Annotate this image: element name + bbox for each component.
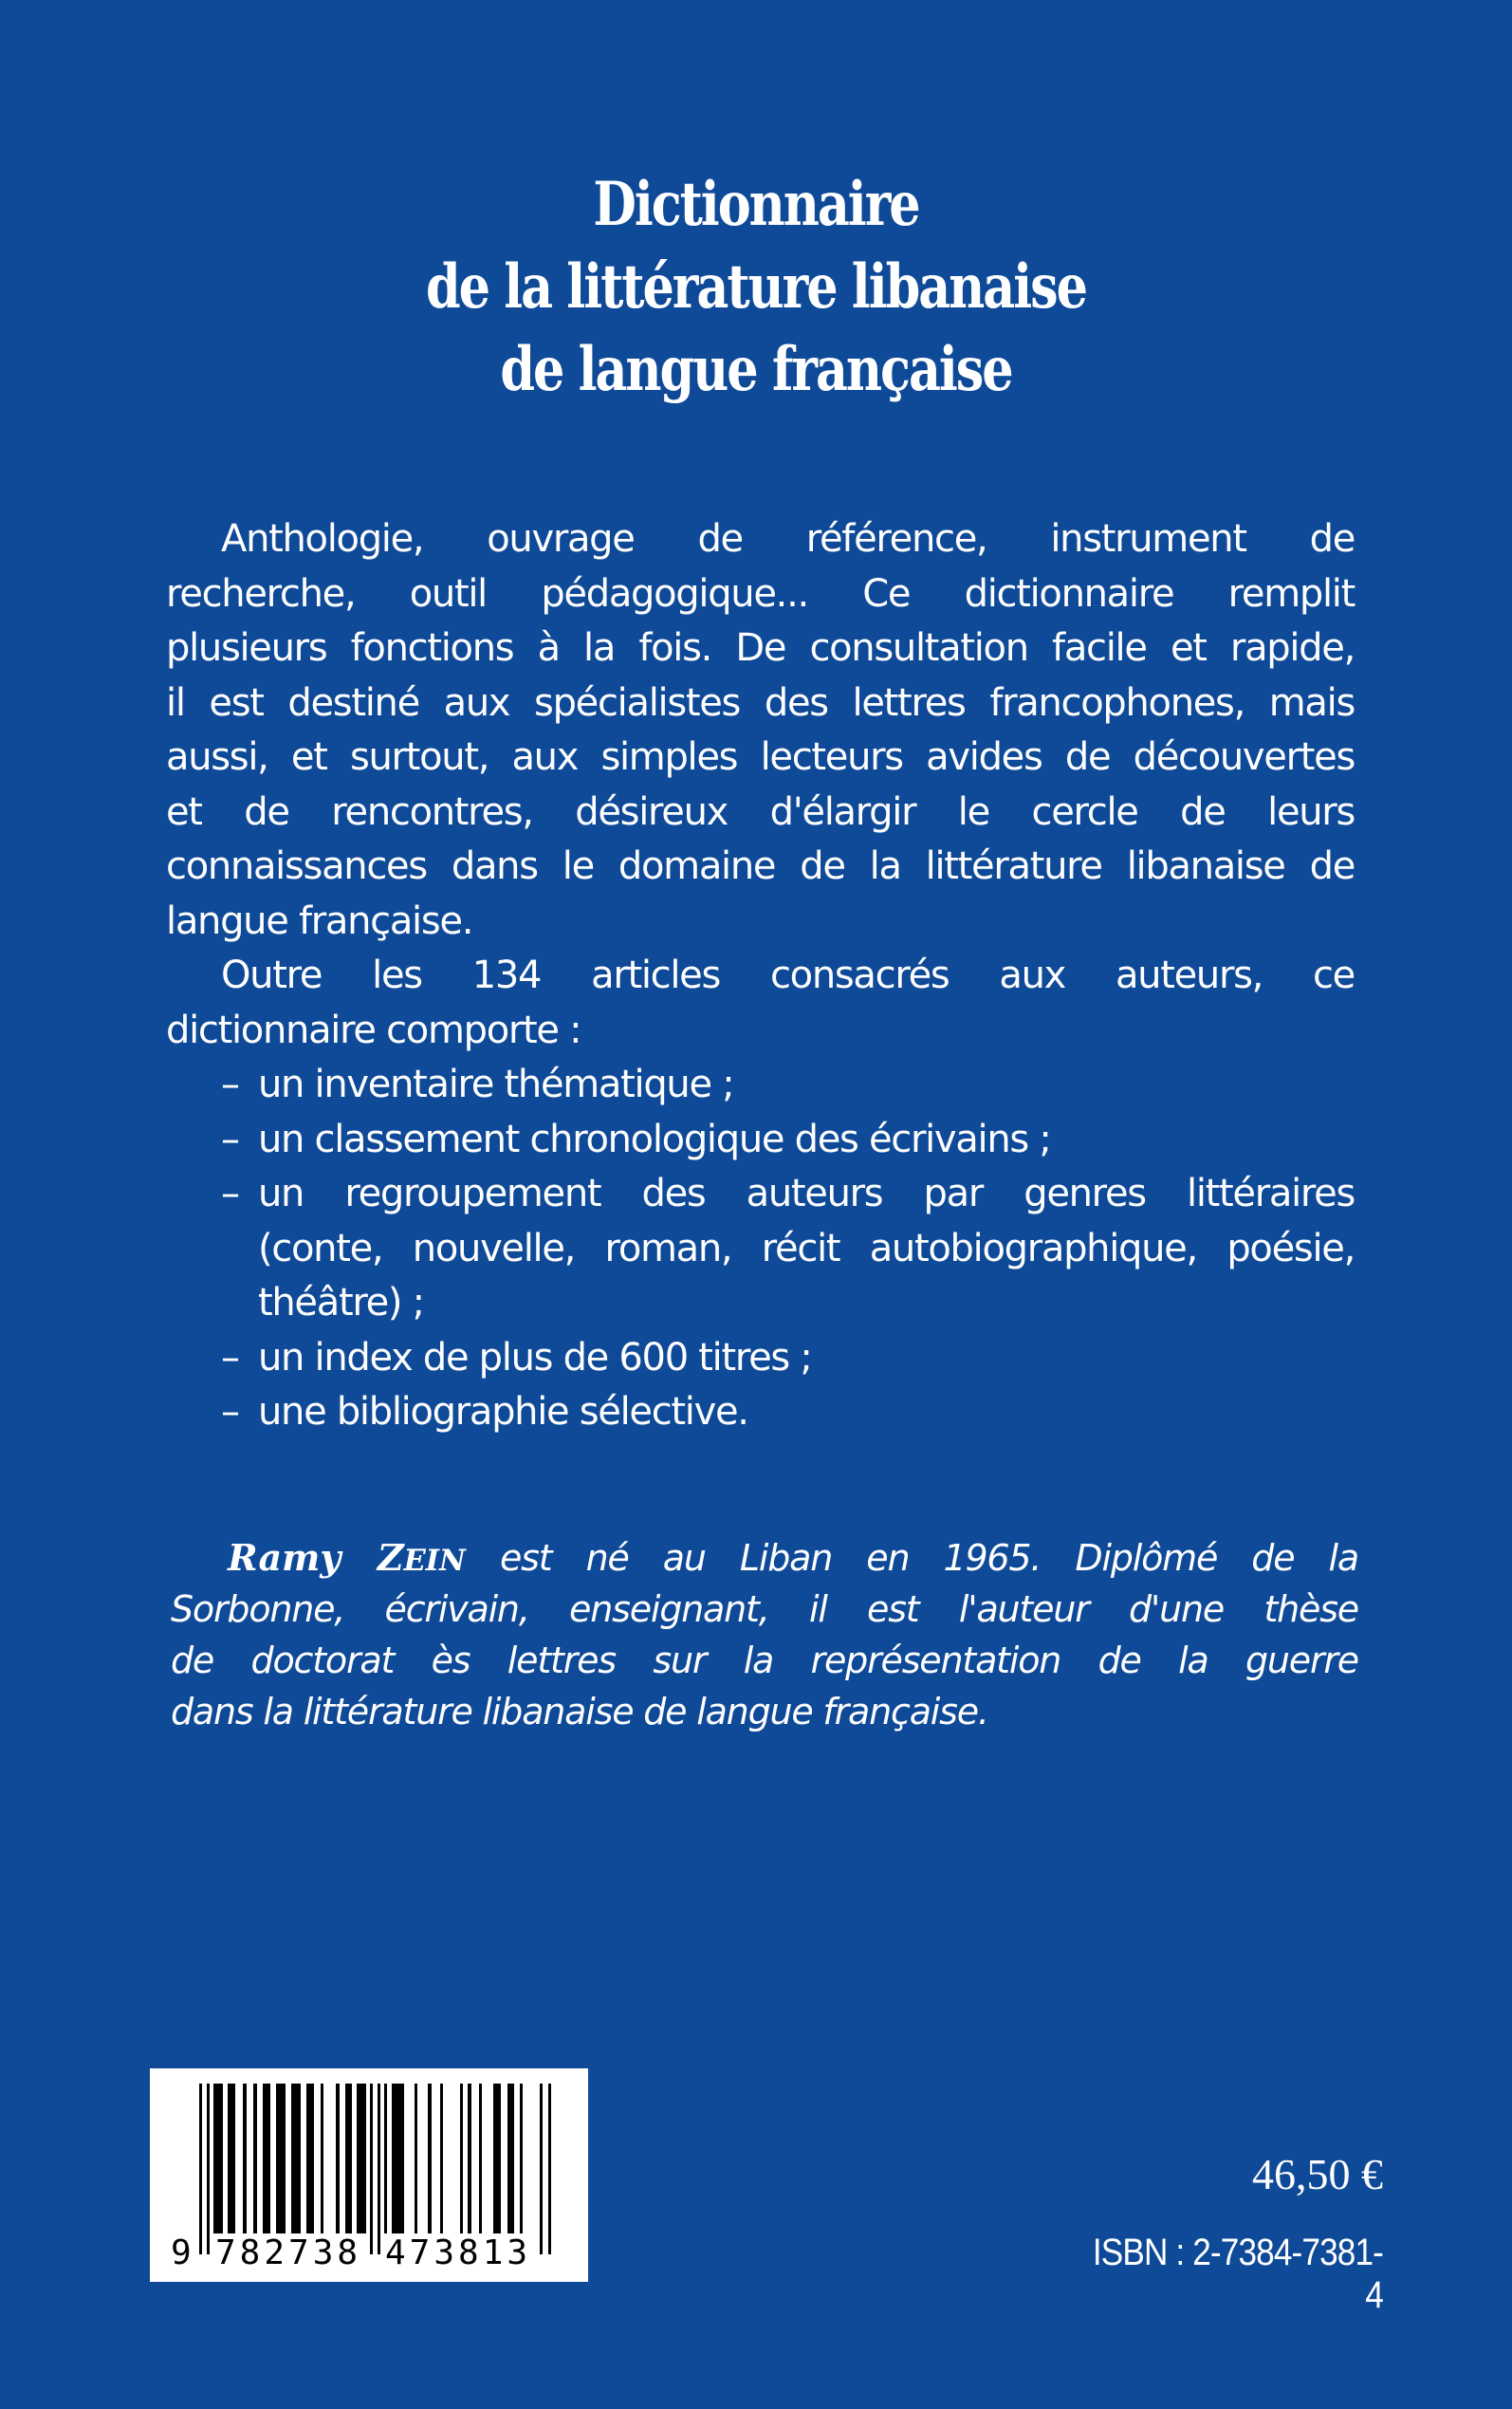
- blurb-line: il est destiné aux spécialistes des lettres francophones, mais: [166, 680, 1355, 725]
- list-item: [221, 1385, 1355, 1440]
- blurb-line: recherche, outil pédagogique... Ce dictionnaire remplit: [166, 571, 1355, 616]
- list-item-text: un inventaire thématique ;: [258, 1063, 734, 1106]
- author-first-name: Ramy: [228, 1536, 341, 1579]
- list-item: [221, 1331, 1355, 1386]
- list-item-text: un index de plus de 600 titres ;: [258, 1335, 812, 1380]
- title-line-1: Dictionnaire: [593, 169, 919, 240]
- author-name: [228, 1536, 466, 1579]
- barcode-digits: [171, 2234, 192, 2272]
- blurb-line: Outre les 134 articles consacrés aux auteurs, ce: [221, 954, 1355, 997]
- author-bio: [171, 1532, 1358, 1737]
- list-item-text: un classement chronologique des écrivains ;: [258, 1117, 1051, 1161]
- blurb-line: Anthologie, ouvrage de référence, instrument de: [221, 517, 1355, 561]
- bio-line: [171, 1532, 1358, 1584]
- blurb-line: connaissances dans le domaine de la littérature libanaise de: [166, 844, 1355, 888]
- list-item-text: une bibliographie sélective.: [258, 1390, 748, 1434]
- bio-line: de doctorat ès lettres sur la représentation de la guerre: [171, 1640, 1358, 1681]
- dash-bullet: –: [221, 1172, 239, 1215]
- list-item: [221, 1167, 1355, 1331]
- blurb-line: langue française.: [166, 899, 473, 943]
- dash-bullet: –: [221, 1063, 239, 1106]
- blurb-line: dictionnaire comporte :: [166, 1008, 581, 1052]
- book-title: [136, 163, 1375, 411]
- isbn: ISBN : 2-7384-7381-4: [1092, 2232, 1383, 2316]
- bio-line: Sorbonne, écrivain, enseignant, il est l'auteur d'une thèse: [171, 1588, 1358, 1630]
- contents-list: [166, 1058, 1355, 1440]
- bio-text: est né au Liban en 1965. Diplômé de la: [499, 1537, 1358, 1579]
- author-last-initial: Z: [377, 1536, 404, 1579]
- dash-bullet: –: [221, 1390, 239, 1434]
- list-item: [221, 1058, 1355, 1113]
- barcode-digits-right: 473813: [385, 2233, 532, 2272]
- blurb-text: [166, 512, 1355, 1440]
- blurb-line: et de rencontres, désireux d'élargir le cercle de leurs: [166, 789, 1355, 834]
- title-line-3: de langue française: [500, 334, 1012, 405]
- list-item-first-line: [221, 1167, 1355, 1222]
- blurb-line: plusieurs fonctions à la fois. De consultation facile et rapide,: [166, 626, 1355, 670]
- price: 46,50 €: [1252, 2150, 1383, 2198]
- barcode-digit-lead: 9: [171, 2233, 192, 2272]
- list-item-continuation: (conte, nouvelle, roman, récit autobiographique, poésie,: [258, 1226, 1355, 1270]
- barcode-digits-left: 782738: [215, 2233, 362, 2272]
- dash-bullet: –: [221, 1335, 239, 1380]
- list-item-text: un regroupement des auteurs par genres littéraires: [258, 1172, 1355, 1215]
- list-item-continuation: théâtre) ;: [258, 1281, 424, 1325]
- bio-line: dans la littérature libanaise de langue française.: [171, 1691, 988, 1733]
- blurb-paragraph-2: [166, 949, 1355, 1058]
- blurb-paragraph-1: [166, 512, 1355, 949]
- title-line-2: de la littérature libanaise: [426, 251, 1086, 323]
- list-item: [221, 1113, 1355, 1168]
- blurb-line: aussi, et surtout, aux simples lecteurs avides de découvertes: [166, 735, 1355, 779]
- barcode: [150, 2068, 588, 2282]
- dash-bullet: –: [221, 1117, 239, 1161]
- author-last-rest: EIN: [403, 1544, 466, 1578]
